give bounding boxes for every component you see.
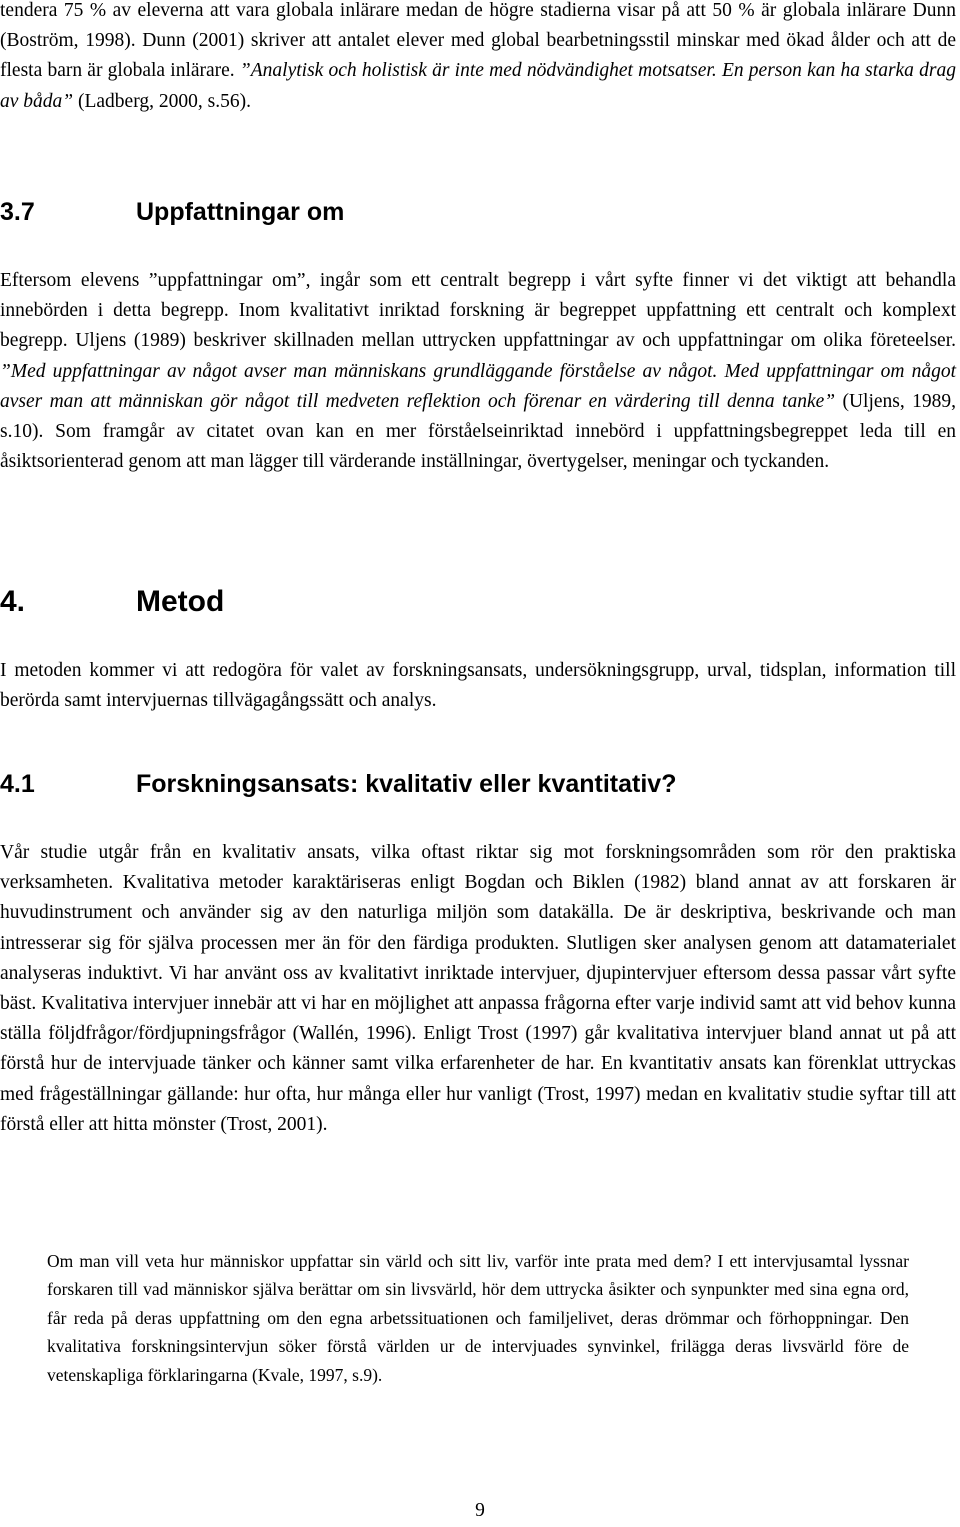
paragraph-learning-styles [0, 0, 956, 117]
paragraph-text-continued: (Uljens, 1989, s.10). Som framgår av citatet ovan kan en mer förståelseinriktad innebörd i uppfattningsbegreppet leda till en åsiktsorienterad genom att man lägger till värderande inställningar, övertygelser, meningar och tyckanden. [0, 390, 956, 473]
page-number: 9 [475, 1500, 485, 1521]
inline-quote: ”Med uppfattningar av något avser man människans grundläggande förståelse av något. Med uppfattningar om något avser man att människan gör något till medveten reflektion och förenar en värdering till denna tanke” [0, 360, 956, 412]
citation: (Ladberg, 2000, s.56). [73, 90, 251, 112]
section-number: 3.7 [0, 198, 35, 226]
section-heading-3-7 [0, 198, 344, 227]
paragraph-metod: I metoden kommer vi att redogöra för valet av forskningsansats, undersökningsgrupp, urval, tidsplan, information till berörda samt intervjuernas tillvägagångssätt och analys. [0, 660, 956, 712]
paragraph-uppfattningar [0, 266, 956, 477]
section-number: 4.1 [0, 770, 35, 798]
paragraph-text: tendera 75 % av eleverna att vara globala inlärare medan de högre stadierna visar på att 50 % är globala inlärare Dunn (Boström, 1998). Dunn (2001) skriver att antalet elever med global bearbetningsstil minskar med ökad ålder och att de flesta barn är globala inlärare. [0, 0, 956, 82]
inline-quote: ”Analytisk och holistisk är inte med nödvändighet motsatser. En person kan ha starka drag av båda” [0, 60, 956, 112]
section-title: Uppfattningar om [136, 198, 345, 226]
section-number: 4. [0, 585, 26, 618]
section-title: Forskningsansats: kvalitativ eller kvantitativ? [136, 770, 677, 798]
paragraph-forskningsansats: Vår studie utgår från en kvalitativ ansats, vilka oftast riktar sig mot forskningsområden som rör den praktiska verksamheten. Kvalitativa metoder karaktäriseras enligt Bogdan och Biklen (1982) bland annat av att forskaren är huvudinstrument och använder sig av den naturliga miljön som datakälla. De är deskriptiva, beskrivande och man intresserar sig för själva processen mer än för den färdiga produkten. Slutligen sker analysen genom att datamaterialet analyseras induktivt. Vi har använt oss av kvalitativt inriktade intervjuer, djupintervjuer eftersom dessa passar vårt syfte bäst. Kvalitativa intervjuer innebär att vi har en möjlighet att anpassa frågorna efter varje individ samt att vid behov kunna ställa följdfrågor/fördjupningsfrågor (Wallén, 1996). Enligt Trost (1997) går kvalitativa intervjuer bland annat ut på att förstå hur de intervjuade tänker och känner samt vilka erfarenheter de har. En kvantitativ ansats kan förenklat uttryckas med frågeställningar gällande: hur ofta, hur många eller hur vanligt (Trost, 1997) medan en kvalitativ studie syftar till att förstå eller att hitta mönster (Trost, 2001). [0, 842, 956, 1135]
section-heading-4 [0, 585, 224, 619]
section-heading-4-1 [0, 770, 676, 799]
section-title: Metod [136, 585, 225, 618]
block-quote-kvale: Om man vill veta hur människor uppfattar sin värld och sitt liv, varför inte prata med dem? I ett intervjusamtal lyssnar forskaren till vad människor själva berättar om sin livsvärld, hör dem uttrycka åsikter och synpunkter med sina egna ord, får reda på deras uppfattning om den egna arbetssituationen och familjelivet, deras drömmar och förhoppningar. Den kvalitativa forskningsintervjun söker förstå världen ur de intervjuades synvinkel, frilägga deras livsvärld före de vetenskapliga förklaringarna (Kvale, 1997, s.9). [47, 1251, 909, 1385]
paragraph-text: Eftersom elevens ”uppfattningar om”, ingår som ett centralt begrepp i vårt syfte finner vi det viktigt att behandla innebörden i detta begrepp. Inom kvalitativt inriktad forskning är begreppet uppfattning ett centralt och komplext begrepp. Uljens (1989) beskriver skillnaden mellan uttrycken uppfattningar av och uppfattningar om olika företeelser. [0, 270, 956, 352]
